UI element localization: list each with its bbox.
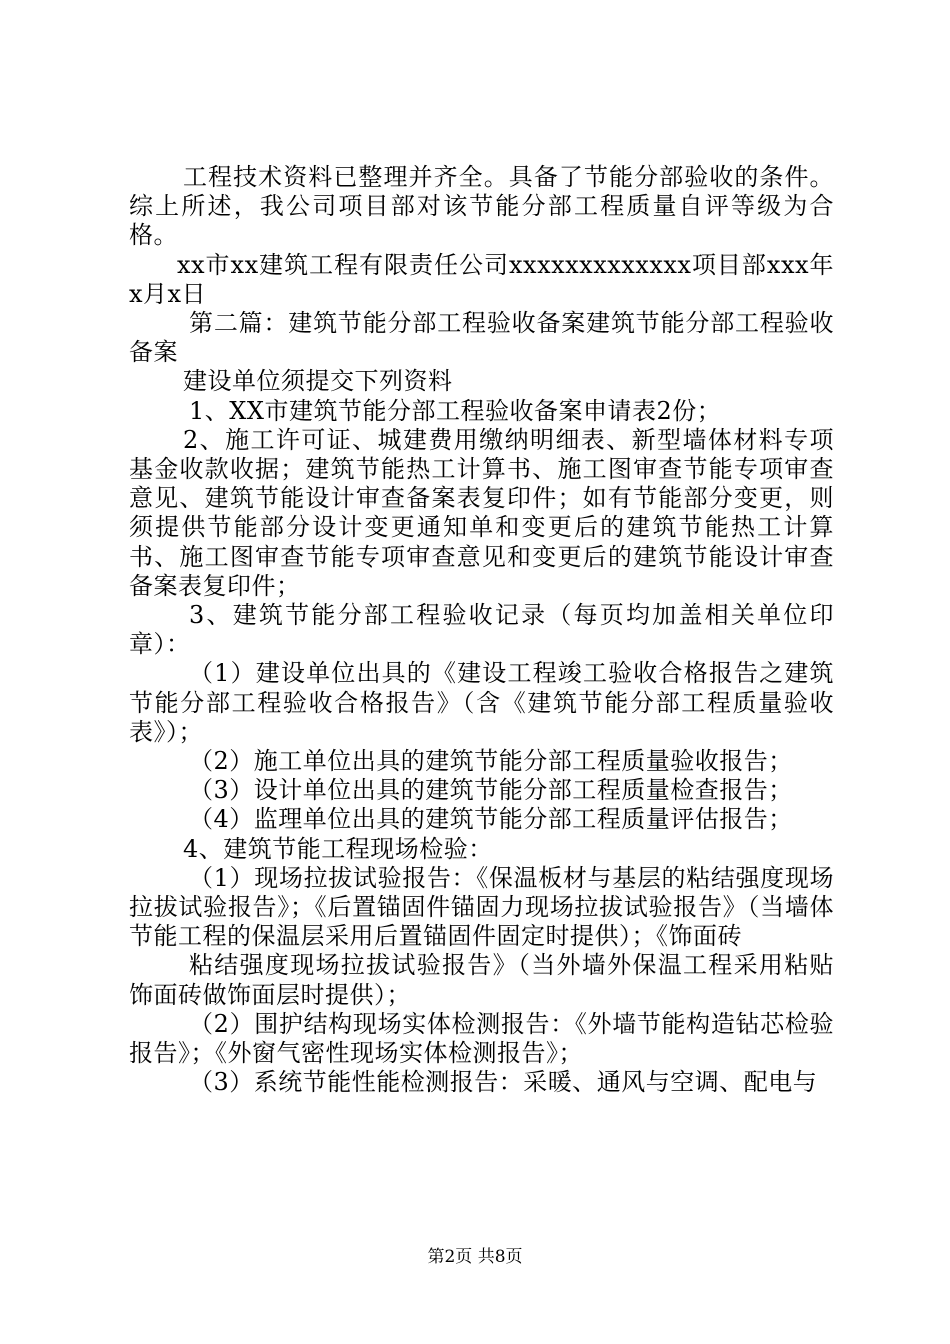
sub-item-4-2: （2）围护结构现场实体检测报告：《外墙节能构造钻芯检验报告》；《外窗气密性现场实体检测报告》； (129, 1009, 834, 1068)
sub-item-3-2: （2）施工单位出具的建筑节能分部工程质量验收报告； (189, 747, 793, 776)
sub-item-4-1-continued: 粘结强度现场拉拔试验报告》（当外墙外保温工程采用粘贴饰面砖做饰面层时提供）； (129, 951, 834, 1009)
list-item-3: 3、建筑节能分部工程验收记录（每页均加盖相关单位印章）： (129, 601, 834, 659)
sub-item-3-1: （1）建设单位出具的《建设工程竣工验收合格报告之建筑节能分部工程验收合格报告》（含《建筑节能分部工程质量验收表》）； (129, 659, 834, 746)
document-body (129, 163, 834, 1098)
list-item-1: 1、XX市建筑节能分部工程验收备案申请表2份； (189, 396, 722, 425)
paragraph-signature: xx市xx建筑工程有限责任公司xxxxxxxxxxxxx项目部xxx年x月x日 (129, 250, 834, 308)
section-heading: 第二篇：建筑节能分部工程验收备案建筑节能分部工程验收备案 (129, 309, 834, 367)
page-number-footer: 第2页 共8页 (427, 1247, 523, 1267)
paragraph-conclusion: 工程技术资料已整理并齐全。具备了节能分部验收的条件。综上所述，我公司项目部对该节能分部工程质量自评等级为合格。 (129, 163, 834, 250)
list-item-4: 4、建筑节能工程现场检验： (183, 834, 493, 863)
sub-item-4-3: （3）系统节能性能检测报告：采暖、通风与空调、配电与 (189, 1068, 818, 1097)
paragraph-intro: 建设单位须提交下列资料 (183, 367, 453, 396)
sub-item-4-1: （1）现场拉拔试验报告：《保温板材与基层的粘结强度现场拉拔试验报告》；《后置锚固件锚固力现场拉拔试验报告》（当墙体节能工程的保温层采用后置锚固件固定时提供）；《饰面砖 (129, 863, 834, 951)
sub-item-3-4: （4）监理单位出具的建筑节能分部工程质量评估报告； (189, 805, 793, 834)
sub-item-3-3: （3）设计单位出具的建筑节能分部工程质量检查报告； (189, 776, 793, 805)
list-item-2: 2、施工许可证、城建费用缴纳明细表、新型墙体材料专项基金收款收据；建筑节能热工计算书、施工图审查节能专项审查意见、建筑节能设计审查备案表复印件；如有节能部分变更，则须提供节能部分设计变更通知单和变更后的建筑节能热工计算书、施工图审查节能专项审查意见和变更后的建筑节能设计审查备案表复印件； (129, 425, 834, 600)
